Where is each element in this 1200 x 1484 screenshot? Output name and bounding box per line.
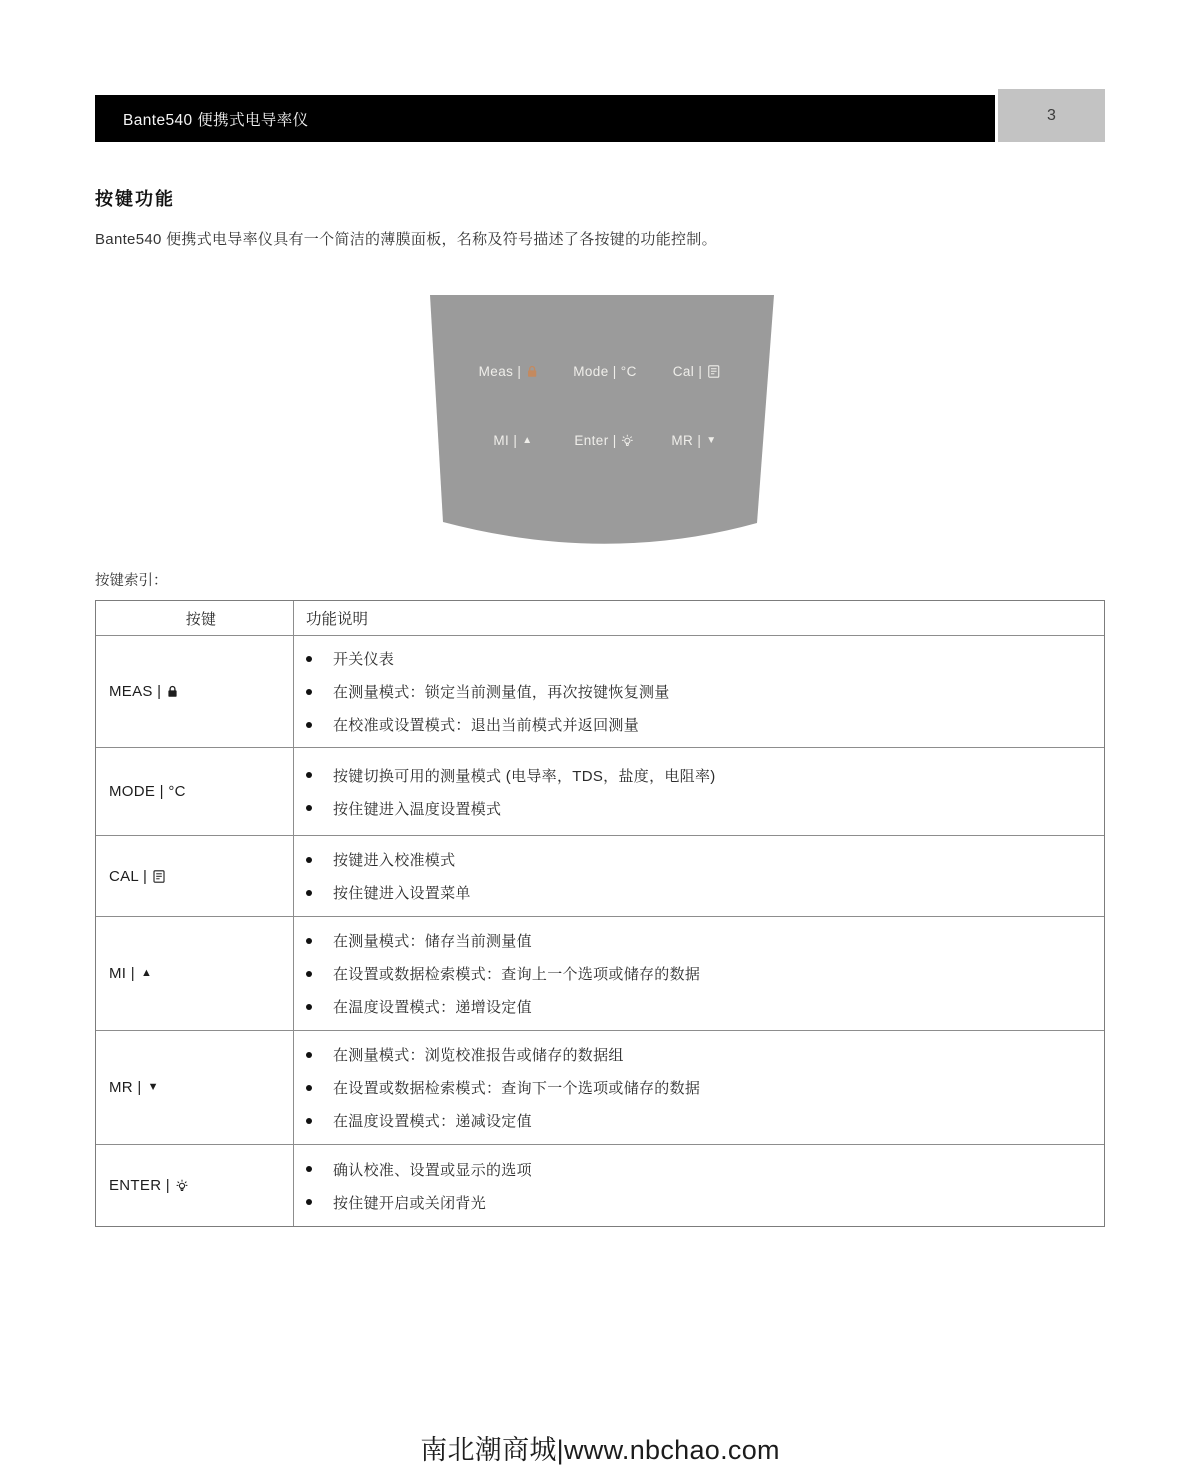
bullet-item (306, 990, 1104, 1023)
bullet-item (306, 1038, 1104, 1071)
bullet-dot-icon (306, 722, 312, 728)
bullet-text: 按键进入校准模式 (333, 852, 456, 869)
bullet-item (306, 1071, 1104, 1104)
keypad-key-meas-label: Meas | (478, 364, 522, 379)
desc-cell-mode (294, 748, 1104, 835)
desc-cell-enter (294, 1145, 1104, 1226)
bullet-item (306, 759, 1104, 792)
column-header-desc (294, 601, 1104, 635)
bullet-text: 按键切换可用的测量模式 (电导率，TDS，盐度，电阻率) (333, 767, 716, 785)
key-label-mode: MODE | °C (109, 783, 186, 800)
bullet-item (306, 708, 1104, 741)
keypad-key-enter (574, 433, 633, 448)
key-label-enter: ENTER | (109, 1177, 171, 1194)
bullet-text: 开关仪表 (333, 651, 395, 668)
keypad-key-mi (493, 433, 532, 448)
bullet-item (306, 1186, 1104, 1219)
key-label-meas: MEAS | (109, 683, 162, 700)
triangle-down-icon: ▼ (706, 434, 717, 446)
bullet-text: 确认校准、设置或显示的选项 (333, 1161, 532, 1179)
bullet-text: 按住键进入设置菜单 (333, 885, 471, 902)
bullet-item (306, 675, 1104, 708)
header-bar (95, 95, 995, 142)
lock-icon (167, 685, 178, 698)
document-icon (153, 870, 165, 883)
page-number: 3 (998, 89, 1105, 142)
column-header-key-label: 按键 (185, 610, 217, 628)
keypad-panel-shape (429, 295, 775, 545)
bullet-dot-icon (306, 772, 312, 778)
bullet-dot-icon (306, 1004, 312, 1010)
key-cell-mr (96, 1031, 294, 1144)
desc-cell-mi (294, 917, 1104, 1030)
keypad-key-mr (671, 433, 716, 448)
desc-cell-mr (294, 1031, 1104, 1144)
keypad-key-cal-label: Cal | (672, 364, 703, 379)
bullet-dot-icon (306, 656, 312, 662)
bullet-dot-icon (306, 1199, 312, 1205)
bullet-item (306, 843, 1104, 876)
bullet-item (306, 792, 1104, 825)
bullet-dot-icon (306, 805, 312, 811)
bullet-text: 在温度设置模式：递增设定值 (333, 999, 532, 1016)
bullet-dot-icon (306, 890, 312, 896)
table-header-row (96, 601, 1104, 635)
bullet-item (306, 924, 1104, 957)
index-caption: 按键索引： (95, 573, 168, 589)
footer-watermark: 南北潮商城|www.nbchao.com (420, 1435, 780, 1465)
bullet-item (306, 1104, 1104, 1137)
desc-cell-meas (294, 636, 1104, 747)
table-row-meas (96, 635, 1104, 747)
key-label-mi: MI | (109, 965, 135, 982)
bullet-dot-icon (306, 1085, 312, 1091)
bullet-text: 按住键开启或关闭背光 (333, 1194, 487, 1212)
keypad-key-enter-label: Enter | (574, 433, 617, 448)
bullet-dot-icon (306, 689, 312, 695)
bullet-dot-icon (306, 1052, 312, 1058)
desc-cell-cal (294, 836, 1104, 916)
bullet-dot-icon (306, 857, 312, 863)
key-label-mr: MR | (109, 1079, 142, 1096)
bullet-text: 按住键进入温度设置模式 (333, 800, 502, 818)
key-cell-enter (96, 1145, 294, 1226)
document-title: Bante540 便携式电导率仪 (123, 111, 309, 129)
keypad-key-mi-label: MI | (493, 433, 518, 448)
triangle-down-icon: ▼ (147, 1081, 159, 1093)
bullet-text: 在温度设置模式：递减设定值 (333, 1113, 532, 1130)
table-row-mi (96, 916, 1104, 1030)
triangle-up-icon: ▲ (140, 967, 152, 979)
bullet-dot-icon (306, 971, 312, 977)
bulb-icon (176, 1179, 188, 1193)
triangle-up-icon: ▲ (522, 434, 533, 446)
lock-icon (526, 365, 537, 378)
bullet-item (306, 957, 1104, 990)
bullet-dot-icon (306, 1166, 312, 1172)
table-row-enter (96, 1144, 1104, 1226)
key-function-table (95, 600, 1105, 1227)
bulb-icon (622, 434, 634, 448)
intro-text: Bante540 便携式电导率仪具有一个简洁的薄膜面板，名称及符号描述了各按键的功能控制。 (95, 231, 717, 248)
bullet-item (306, 876, 1104, 909)
keypad-key-mode-label: Mode | °C (573, 364, 637, 379)
bullet-text: 在测量模式：锁定当前测量值，再次按键恢复测量 (333, 684, 670, 701)
bullet-text: 在设置或数据检索模式：查询上一个选项或储存的数据 (333, 966, 701, 983)
bullet-text: 在校准或设置模式：退出当前模式并返回测量 (333, 717, 640, 734)
column-header-desc-label: 功能说明 (306, 611, 369, 628)
keypad-panel-image (429, 295, 775, 545)
key-cell-mi (96, 917, 294, 1030)
bullet-item (306, 1153, 1104, 1186)
column-header-key (96, 601, 294, 635)
document-icon (707, 365, 719, 378)
keypad-key-meas (479, 364, 538, 379)
bullet-text: 在设置或数据检索模式：查询下一个选项或储存的数据 (333, 1080, 701, 1097)
bullet-dot-icon (306, 1118, 312, 1124)
key-cell-cal (96, 836, 294, 916)
bullet-text: 在测量模式：浏览校准报告或储存的数据组 (333, 1047, 624, 1064)
key-cell-mode (96, 748, 294, 835)
bullet-text: 在测量模式：储存当前测量值 (333, 933, 532, 950)
table-row-mode (96, 747, 1104, 835)
key-cell-meas (96, 636, 294, 747)
table-row-cal (96, 835, 1104, 916)
section-heading: 按键功能 (95, 189, 175, 209)
keypad-key-cal (673, 364, 720, 379)
key-label-cal: CAL | (109, 867, 148, 885)
keypad-key-mr-label: MR | (671, 433, 702, 448)
bullet-item (306, 642, 1104, 675)
keypad-key-mode (573, 364, 637, 379)
bullet-dot-icon (306, 938, 312, 944)
table-row-mr (96, 1030, 1104, 1144)
